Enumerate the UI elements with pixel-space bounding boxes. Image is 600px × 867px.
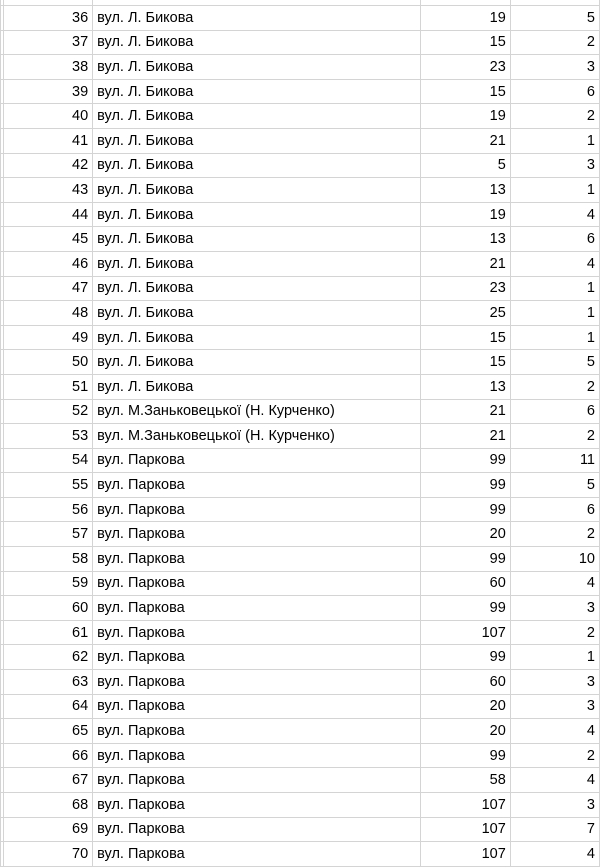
cell-street[interactable]: вул. Паркова <box>93 448 421 473</box>
table-row[interactable] <box>1 251 600 276</box>
cell-street[interactable]: вул. Паркова <box>93 670 421 695</box>
cell-num[interactable]: 56 <box>4 497 93 522</box>
cell-value1[interactable]: 107 <box>420 793 510 818</box>
cell-num[interactable]: 54 <box>4 448 93 473</box>
cell-street[interactable]: вул. М.Заньковецької (Н. Курченко) <box>93 399 421 424</box>
cell-num[interactable]: 48 <box>4 301 93 326</box>
cell-value2[interactable]: 1 <box>510 645 599 670</box>
cell-num[interactable]: 47 <box>4 276 93 301</box>
cell-value2[interactable]: 4 <box>510 251 599 276</box>
cell-num[interactable]: 62 <box>4 645 93 670</box>
cell-street[interactable]: вул. Паркова <box>93 694 421 719</box>
table-row[interactable] <box>1 399 600 424</box>
table-row[interactable] <box>1 178 600 203</box>
table-row[interactable] <box>1 55 600 80</box>
cell-num[interactable]: 37 <box>4 30 93 55</box>
cell-num[interactable]: 53 <box>4 424 93 449</box>
cell-street[interactable]: вул. Л. Бикова <box>93 6 421 31</box>
cell-street[interactable]: вул. Паркова <box>93 473 421 498</box>
cell-value2[interactable]: 1 <box>510 178 599 203</box>
table-row[interactable] <box>1 202 600 227</box>
cell-value1[interactable]: 15 <box>420 350 510 375</box>
table-row[interactable] <box>1 374 600 399</box>
cell-value1[interactable]: 58 <box>420 768 510 793</box>
cell-value2[interactable]: 1 <box>510 276 599 301</box>
cell-value1[interactable]: 99 <box>420 473 510 498</box>
cell-value2[interactable]: 7 <box>510 817 599 842</box>
cell-value1[interactable]: 21 <box>420 399 510 424</box>
cell-value2[interactable]: 2 <box>510 522 599 547</box>
cell-num[interactable]: 36 <box>4 6 93 31</box>
cell-value1[interactable]: 19 <box>420 202 510 227</box>
cell-value1[interactable]: 13 <box>420 178 510 203</box>
cell-num[interactable]: 70 <box>4 842 93 867</box>
cell-value1[interactable]: 60 <box>420 670 510 695</box>
cell-street[interactable]: вул. Л. Бикова <box>93 202 421 227</box>
table-row[interactable] <box>1 325 600 350</box>
cell-value1[interactable]: 99 <box>420 645 510 670</box>
cell-street[interactable]: вул. Паркова <box>93 547 421 572</box>
cell-value2[interactable]: 4 <box>510 719 599 744</box>
cell-value2[interactable]: 4 <box>510 202 599 227</box>
cell-street[interactable]: вул. Паркова <box>93 842 421 867</box>
table-row[interactable] <box>1 276 600 301</box>
cell-value2[interactable]: 6 <box>510 79 599 104</box>
table-row[interactable] <box>1 104 600 129</box>
cell-value1[interactable]: 20 <box>420 694 510 719</box>
cell-value2[interactable]: 6 <box>510 497 599 522</box>
cell-value2[interactable]: 6 <box>510 227 599 252</box>
cell-value1[interactable]: 99 <box>420 448 510 473</box>
table-row[interactable] <box>1 768 600 793</box>
cell-value2[interactable]: 2 <box>510 743 599 768</box>
cell-value1[interactable]: 107 <box>420 620 510 645</box>
cell-value1[interactable]: 23 <box>420 55 510 80</box>
table-row[interactable] <box>1 842 600 867</box>
table-row[interactable] <box>1 817 600 842</box>
cell-value1[interactable]: 15 <box>420 325 510 350</box>
cell-num[interactable]: 42 <box>4 153 93 178</box>
cell-street[interactable]: вул. Паркова <box>93 793 421 818</box>
table-row[interactable] <box>1 497 600 522</box>
cell-value2[interactable]: 2 <box>510 104 599 129</box>
cell-value1[interactable]: 20 <box>420 719 510 744</box>
cell-value2[interactable]: 1 <box>510 325 599 350</box>
cell-street[interactable]: вул. Паркова <box>93 645 421 670</box>
cell-num[interactable]: 64 <box>4 694 93 719</box>
cell-num[interactable]: 59 <box>4 571 93 596</box>
table-row[interactable] <box>1 350 600 375</box>
cell-value1[interactable]: 107 <box>420 842 510 867</box>
cell-num[interactable]: 55 <box>4 473 93 498</box>
cell-street[interactable]: вул. Паркова <box>93 620 421 645</box>
cell-num[interactable]: 58 <box>4 547 93 572</box>
cell-value1[interactable]: 19 <box>420 6 510 31</box>
cell-value2[interactable]: 3 <box>510 153 599 178</box>
cell-value2[interactable]: 2 <box>510 424 599 449</box>
cell-num[interactable]: 63 <box>4 670 93 695</box>
cell-street[interactable]: вул. Л. Бикова <box>93 301 421 326</box>
table-row[interactable] <box>1 522 600 547</box>
cell-value2[interactable]: 11 <box>510 448 599 473</box>
cell-street[interactable]: вул. Л. Бикова <box>93 276 421 301</box>
cell-value2[interactable]: 5 <box>510 350 599 375</box>
cell-num[interactable]: 46 <box>4 251 93 276</box>
cell-value2[interactable]: 3 <box>510 596 599 621</box>
cell-value1[interactable]: 5 <box>420 153 510 178</box>
cell-value1[interactable]: 13 <box>420 374 510 399</box>
cell-street[interactable]: вул. Паркова <box>93 743 421 768</box>
cell-value1[interactable]: 15 <box>420 30 510 55</box>
table-row[interactable] <box>1 301 600 326</box>
table-row[interactable] <box>1 424 600 449</box>
table-row[interactable] <box>1 743 600 768</box>
cell-num[interactable]: 65 <box>4 719 93 744</box>
cell-value2[interactable]: 1 <box>510 301 599 326</box>
cell-value1[interactable]: 20 <box>420 522 510 547</box>
cell-num[interactable]: 67 <box>4 768 93 793</box>
cell-street[interactable]: вул. Л. Бикова <box>93 251 421 276</box>
cell-num[interactable]: 40 <box>4 104 93 129</box>
table-row[interactable] <box>1 670 600 695</box>
cell-value2[interactable]: 4 <box>510 842 599 867</box>
table-row[interactable] <box>1 571 600 596</box>
cell-street[interactable]: вул. Л. Бикова <box>93 350 421 375</box>
cell-num[interactable]: 60 <box>4 596 93 621</box>
cell-num[interactable]: 38 <box>4 55 93 80</box>
table-body <box>1 0 600 866</box>
cell-value2[interactable]: 3 <box>510 670 599 695</box>
table-row[interactable] <box>1 645 600 670</box>
cell-value1[interactable]: 99 <box>420 497 510 522</box>
cell-street[interactable]: вул. Паркова <box>93 497 421 522</box>
cell-value2[interactable]: 4 <box>510 768 599 793</box>
cell-value1[interactable]: 23 <box>420 276 510 301</box>
cell-value2[interactable]: 6 <box>510 399 599 424</box>
table-row[interactable] <box>1 153 600 178</box>
cell-street[interactable]: вул. Л. Бикова <box>93 79 421 104</box>
cell-value2[interactable]: 2 <box>510 620 599 645</box>
cell-street[interactable]: вул. Паркова <box>93 596 421 621</box>
cell-value1[interactable]: 15 <box>420 79 510 104</box>
cell-street[interactable]: вул. Л. Бикова <box>93 30 421 55</box>
cell-num[interactable]: 66 <box>4 743 93 768</box>
cell-street[interactable]: вул. Паркова <box>93 522 421 547</box>
cell-num[interactable]: 49 <box>4 325 93 350</box>
cell-street[interactable]: вул. Паркова <box>93 719 421 744</box>
table-row[interactable] <box>1 719 600 744</box>
cell-value2[interactable]: 5 <box>510 6 599 31</box>
cell-value1[interactable]: 21 <box>420 251 510 276</box>
cell-num[interactable]: 57 <box>4 522 93 547</box>
cell-street[interactable]: вул. Паркова <box>93 571 421 596</box>
table-row[interactable] <box>1 6 600 31</box>
table-row[interactable] <box>1 547 600 572</box>
cell-value2[interactable]: 2 <box>510 30 599 55</box>
cell-street[interactable]: вул. Л. Бикова <box>93 178 421 203</box>
cell-street[interactable]: вул. Л. Бикова <box>93 325 421 350</box>
cell-street[interactable]: вул. Л. Бикова <box>93 104 421 129</box>
cell-value1[interactable]: 99 <box>420 596 510 621</box>
cell-value1[interactable]: 19 <box>420 104 510 129</box>
cell-value2[interactable]: 1 <box>510 128 599 153</box>
cell-value2[interactable]: 3 <box>510 793 599 818</box>
cell-value2[interactable]: 2 <box>510 374 599 399</box>
table-row[interactable] <box>1 694 600 719</box>
cell-street[interactable]: вул. Л. Бикова <box>93 227 421 252</box>
cell-value1[interactable]: 21 <box>420 424 510 449</box>
cell-num[interactable]: 43 <box>4 178 93 203</box>
table-row[interactable] <box>1 620 600 645</box>
cell-num[interactable]: 68 <box>4 793 93 818</box>
cell-value1[interactable]: 99 <box>420 547 510 572</box>
cell-value1[interactable]: 107 <box>420 817 510 842</box>
cell-num[interactable]: 61 <box>4 620 93 645</box>
cell-street[interactable]: вул. Л. Бикова <box>93 128 421 153</box>
cell-value1[interactable]: 13 <box>420 227 510 252</box>
cell-num[interactable]: 44 <box>4 202 93 227</box>
cell-value2[interactable]: 10 <box>510 547 599 572</box>
cell-value1[interactable]: 21 <box>420 128 510 153</box>
table-row[interactable] <box>1 128 600 153</box>
cell-value1[interactable]: 60 <box>420 571 510 596</box>
cell-value1[interactable]: 25 <box>420 301 510 326</box>
table-row[interactable] <box>1 448 600 473</box>
cell-num[interactable]: 52 <box>4 399 93 424</box>
cell-num[interactable]: 51 <box>4 374 93 399</box>
table-row[interactable] <box>1 30 600 55</box>
cell-street[interactable]: вул. М.Заньковецької (Н. Курченко) <box>93 424 421 449</box>
cell-street[interactable]: вул. Л. Бикова <box>93 55 421 80</box>
table-row[interactable] <box>1 473 600 498</box>
cell-value2[interactable]: 5 <box>510 473 599 498</box>
cell-num[interactable]: 69 <box>4 817 93 842</box>
cell-value2[interactable]: 3 <box>510 694 599 719</box>
cell-street[interactable]: вул. Л. Бикова <box>93 153 421 178</box>
cell-street[interactable]: вул. Л. Бикова <box>93 374 421 399</box>
cell-street[interactable]: вул. Паркова <box>93 817 421 842</box>
cell-num[interactable]: 41 <box>4 128 93 153</box>
table-row[interactable] <box>1 227 600 252</box>
table-row[interactable] <box>1 79 600 104</box>
table-row[interactable] <box>1 793 600 818</box>
cell-num[interactable]: 50 <box>4 350 93 375</box>
cell-value1[interactable]: 99 <box>420 743 510 768</box>
cell-num[interactable]: 39 <box>4 79 93 104</box>
cell-value2[interactable]: 3 <box>510 55 599 80</box>
cell-value2[interactable]: 4 <box>510 571 599 596</box>
table-row[interactable] <box>1 596 600 621</box>
cell-street[interactable]: вул. Паркова <box>93 768 421 793</box>
cell-num[interactable]: 45 <box>4 227 93 252</box>
